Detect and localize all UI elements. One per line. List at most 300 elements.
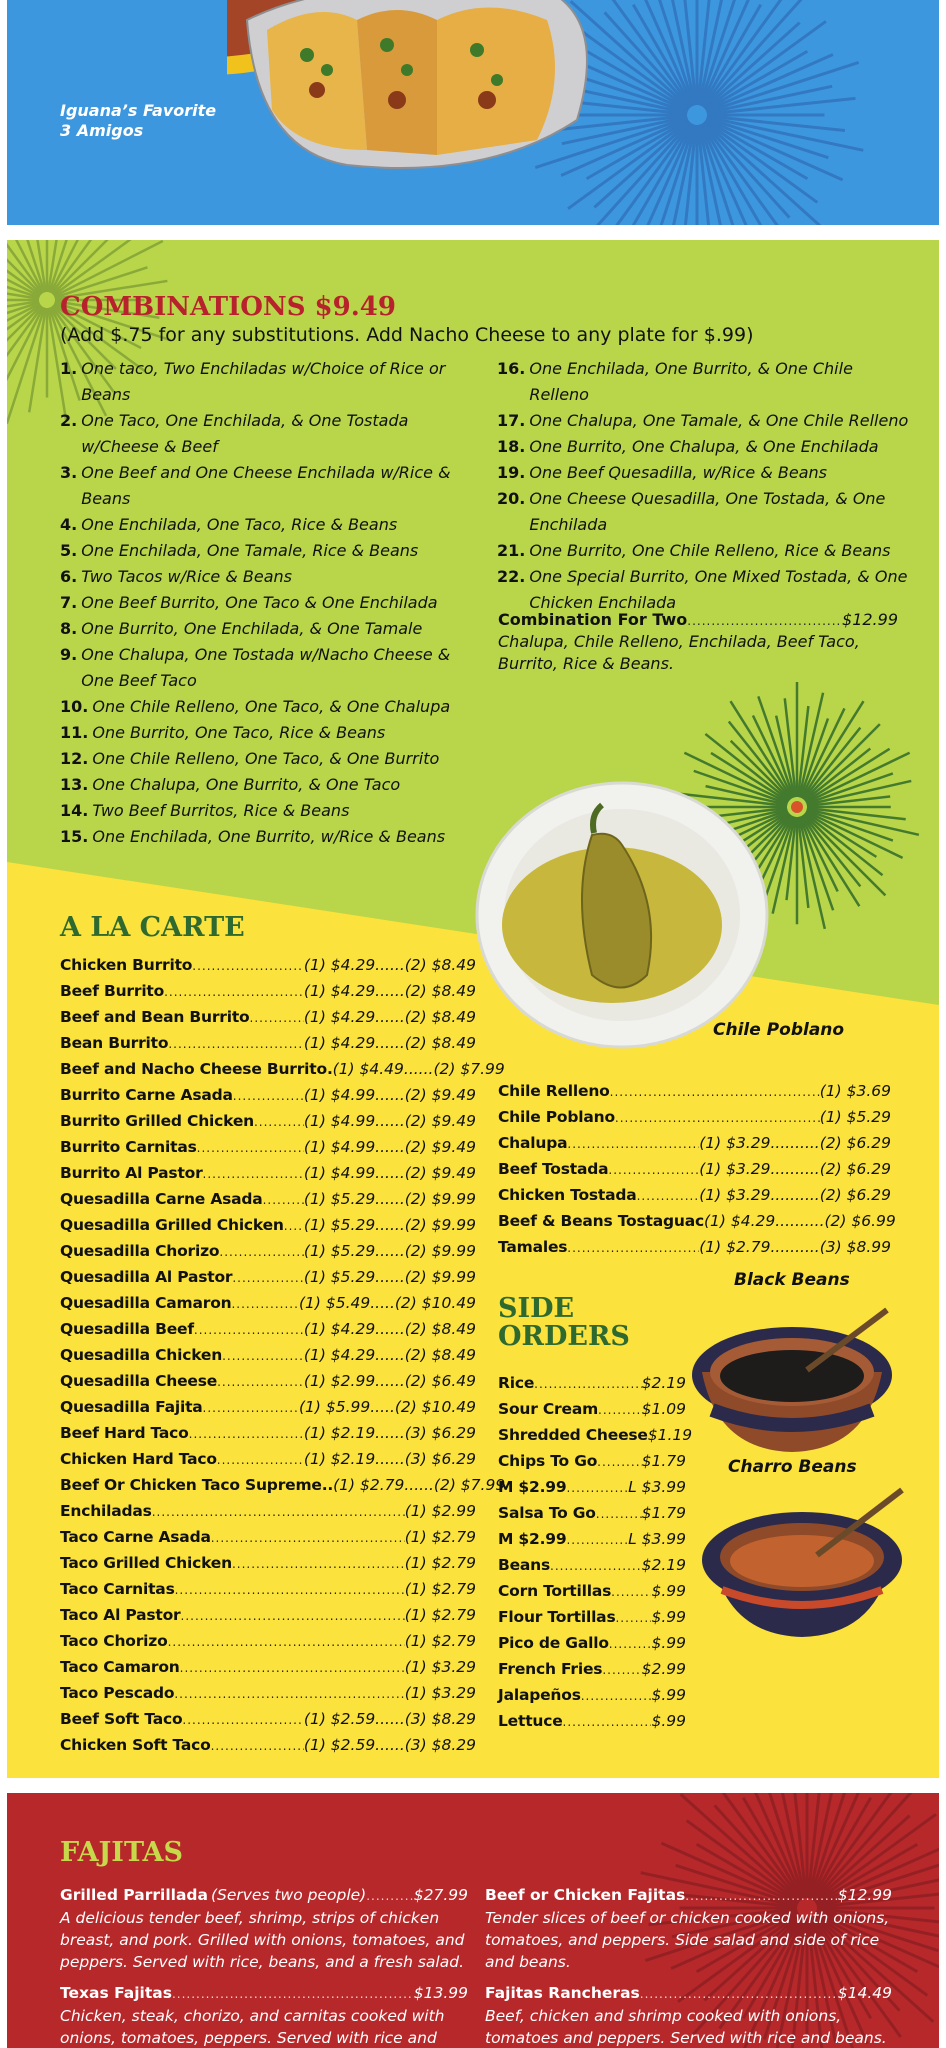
side-order-item bbox=[498, 1370, 686, 1396]
item-price: (1) $2.79 bbox=[404, 1632, 476, 1650]
combination-number: 19. bbox=[497, 463, 526, 482]
fajita-description: A delicious tender beef, shrimp, strips of chicken breast, and pork. Grilled with onions, tomatoes, and peppers. Served with rice, beans, and a fresh salad. bbox=[60, 1909, 465, 1971]
combination-item bbox=[60, 356, 455, 408]
dot-leader bbox=[610, 1079, 820, 1105]
combination-number: 21. bbox=[497, 541, 526, 560]
combination-item bbox=[60, 642, 455, 694]
a-la-carte-item bbox=[60, 1290, 476, 1316]
combinations-list-right bbox=[497, 356, 917, 616]
a-la-carte-item bbox=[60, 1082, 476, 1108]
combination-description: One Enchilada, One Burrito, & One Chile Relleno bbox=[529, 359, 853, 404]
a-la-carte-item bbox=[60, 1654, 476, 1680]
side-orders-list bbox=[498, 1370, 693, 1734]
dot-leader bbox=[174, 1681, 404, 1707]
item-price: (1) $2.59......(3) $8.29 bbox=[303, 1710, 476, 1728]
item-name: Taco Chorizo bbox=[60, 1632, 168, 1650]
item-name: Bean Burrito bbox=[60, 1034, 169, 1052]
combinations-title: COMBINATIONS $9.49 bbox=[60, 292, 396, 322]
combination-number: 22. bbox=[497, 567, 526, 586]
item-name: Beef Tostada bbox=[498, 1160, 609, 1178]
combination-number: 6. bbox=[60, 567, 78, 586]
combination-item bbox=[60, 616, 455, 642]
hero-caption-line2: 3 Amigos bbox=[60, 121, 144, 140]
fajita-description: Tender slices of beef or chicken cooked with onions, tomatoes, and peppers. Side salad and side of rice and beans. bbox=[485, 1909, 890, 1971]
a-la-carte-item bbox=[60, 1134, 476, 1160]
dot-leader bbox=[222, 1343, 304, 1369]
a-la-carte-item bbox=[60, 1420, 476, 1446]
combination-number: 7. bbox=[60, 593, 78, 612]
combination-for-two-price: $12.99 bbox=[842, 610, 898, 629]
dot-leader bbox=[231, 1291, 299, 1317]
a-la-carte-item bbox=[60, 1394, 476, 1420]
combination-description: Two Tacos w/Rice & Beans bbox=[81, 567, 292, 586]
dot-leader bbox=[180, 1655, 405, 1681]
combinations-list-left bbox=[60, 356, 455, 850]
dot-leader bbox=[232, 1265, 304, 1291]
combination-description: One Burrito, One Chile Relleno, Rice & Beans bbox=[529, 541, 891, 560]
item-price: (1) $4.99......(2) $9.49 bbox=[303, 1112, 476, 1130]
fajita-name: Texas Fajitas bbox=[60, 1984, 172, 2002]
side-order-item bbox=[498, 1526, 686, 1552]
item-name: Quesadilla Carne Asada bbox=[60, 1190, 263, 1208]
combination-description: One Chile Relleno, One Taco, & One Chalupa bbox=[92, 697, 451, 716]
item-price: (1) $2.59......(3) $8.29 bbox=[303, 1736, 476, 1754]
dot-leader bbox=[203, 1395, 299, 1421]
item-name: Beef and Bean Burrito bbox=[60, 1008, 250, 1026]
item-price: (1) $2.79 bbox=[404, 1554, 476, 1572]
item-price: (1) $3.29..........(2) $6.29 bbox=[699, 1160, 891, 1178]
dot-leader bbox=[172, 1982, 414, 2006]
a-la-carte-item bbox=[498, 1234, 891, 1260]
combination-number: 5. bbox=[60, 541, 78, 560]
fajita-price: $12.99 bbox=[837, 1886, 892, 1904]
fajitas-left-column bbox=[60, 1883, 468, 2048]
a-la-carte-item bbox=[498, 1156, 891, 1182]
item-name: Chile Relleno bbox=[498, 1082, 610, 1100]
combination-description: One Burrito, One Chalupa, & One Enchilada bbox=[529, 437, 879, 456]
item-price: (1) $2.19......(3) $6.29 bbox=[303, 1424, 476, 1442]
a-la-carte-item bbox=[60, 952, 476, 978]
item-name: Taco Grilled Chicken bbox=[60, 1554, 232, 1572]
dot-leader bbox=[685, 1884, 837, 1908]
item-name: French Fries bbox=[498, 1660, 603, 1678]
side-order-item bbox=[498, 1682, 686, 1708]
item-price: L $3.99 bbox=[628, 1530, 686, 1548]
item-price: $.99 bbox=[651, 1712, 686, 1730]
dot-leader bbox=[152, 1499, 405, 1525]
item-name: Beef Or Chicken Taco Supreme.. bbox=[60, 1476, 334, 1494]
a-la-carte-item bbox=[60, 1186, 476, 1212]
hero-caption bbox=[60, 101, 216, 141]
dot-leader bbox=[366, 1884, 414, 1908]
item-price: (1) $2.79..........(3) $8.99 bbox=[699, 1238, 891, 1256]
dot-leader bbox=[563, 1709, 652, 1735]
item-price: (1) $2.79 bbox=[404, 1580, 476, 1598]
combination-number: 11. bbox=[60, 723, 89, 742]
dot-leader bbox=[164, 979, 304, 1005]
item-name: Beans bbox=[498, 1556, 551, 1574]
combination-description: One Burrito, One Enchilada, & One Tamale bbox=[81, 619, 423, 638]
combination-item bbox=[60, 824, 455, 850]
a-la-carte-item bbox=[60, 1368, 476, 1394]
item-price: (1) $2.79......(2) $7.99 bbox=[333, 1476, 506, 1494]
item-price: (1) $4.99......(2) $9.49 bbox=[303, 1086, 476, 1104]
combination-description: One Burrito, One Taco, Rice & Beans bbox=[92, 723, 386, 742]
side-order-item bbox=[498, 1552, 686, 1578]
combination-number: 15. bbox=[60, 827, 89, 846]
a-la-carte-item bbox=[60, 1732, 476, 1758]
dot-leader bbox=[233, 1083, 304, 1109]
dot-leader bbox=[232, 1551, 405, 1577]
charro-beans-bowl-photo bbox=[697, 1485, 927, 1645]
combination-for-two bbox=[498, 610, 898, 675]
dot-leader bbox=[596, 1501, 642, 1527]
item-price: (1) $4.29......(2) $8.49 bbox=[303, 1008, 476, 1026]
item-price: $1.79 bbox=[641, 1504, 686, 1522]
dot-leader bbox=[263, 1187, 304, 1213]
dot-leader bbox=[197, 1135, 304, 1161]
combination-description: One Chalupa, One Burrito, & One Taco bbox=[92, 775, 401, 794]
item-price: (1) $5.29......(2) $9.99 bbox=[303, 1216, 476, 1234]
combination-description: One Special Burrito, One Mixed Tostada, & One Chicken Enchilada bbox=[529, 567, 908, 612]
a-la-carte-item bbox=[498, 1208, 896, 1234]
item-name: Burrito Al Pastor bbox=[60, 1164, 203, 1182]
dot-leader bbox=[567, 1131, 699, 1157]
dot-leader bbox=[192, 953, 304, 979]
item-price: (1) $5.29......(2) $9.99 bbox=[303, 1242, 476, 1260]
item-price: (1) $4.49......(2) $7.99 bbox=[332, 1060, 505, 1078]
a-la-carte-item bbox=[60, 1108, 476, 1134]
item-name: Beef and Nacho Cheese Burrito. bbox=[60, 1060, 333, 1078]
a-la-carte-item bbox=[60, 1498, 476, 1524]
dot-leader bbox=[175, 1577, 405, 1603]
item-name: Quesadilla Chicken bbox=[60, 1346, 223, 1364]
item-price: $1.79 bbox=[641, 1452, 686, 1470]
item-name: Quesadilla Grilled Chicken bbox=[60, 1216, 284, 1234]
item-price: $2.19 bbox=[641, 1556, 686, 1574]
fajita-description: Beef, chicken and shrimp cooked with onions, tomatoes and peppers. Served with rice and beans. bbox=[485, 2007, 887, 2047]
combination-description: One Beef Burrito, One Taco & One Enchilada bbox=[81, 593, 438, 612]
item-name: Beef & Beans Tostaguac bbox=[498, 1212, 704, 1230]
item-name: Quesadilla Camaron bbox=[60, 1294, 232, 1312]
item-price: (1) $3.29..........(2) $6.29 bbox=[699, 1134, 891, 1152]
a-la-carte-item bbox=[498, 1104, 891, 1130]
dot-leader bbox=[217, 1447, 304, 1473]
fajita-name: Fajitas Rancheras bbox=[485, 1984, 640, 2002]
item-price: (1) $3.29 bbox=[404, 1658, 476, 1676]
fajita-item-row bbox=[485, 1883, 892, 1907]
dot-leader bbox=[687, 614, 842, 628]
side-order-item bbox=[498, 1708, 686, 1734]
a-la-carte-item bbox=[60, 1602, 476, 1628]
a-la-carte-item bbox=[60, 1004, 476, 1030]
combination-item bbox=[497, 356, 917, 408]
a-la-carte-item bbox=[60, 1680, 476, 1706]
combination-item bbox=[60, 694, 455, 720]
item-name: Tamales bbox=[498, 1238, 568, 1256]
a-la-carte-item bbox=[60, 1056, 505, 1082]
item-price: (1) $5.29......(2) $9.99 bbox=[303, 1268, 476, 1286]
item-name: Quesadilla Fajita bbox=[60, 1398, 203, 1416]
dot-leader bbox=[284, 1213, 304, 1239]
a-la-carte-item bbox=[60, 1576, 476, 1602]
item-price: (1) $5.29......(2) $9.99 bbox=[303, 1190, 476, 1208]
item-name: Chicken Hard Taco bbox=[60, 1450, 217, 1468]
item-price: (1) $4.29......(2) $8.49 bbox=[303, 1034, 476, 1052]
item-name: Quesadilla Chorizo bbox=[60, 1242, 220, 1260]
item-price: (1) $5.99.....(2) $10.49 bbox=[298, 1398, 476, 1416]
item-price: $2.99 bbox=[641, 1660, 686, 1678]
item-name: Taco Camaron bbox=[60, 1658, 180, 1676]
combination-number: 8. bbox=[60, 619, 78, 638]
combination-description: One taco, Two Enchiladas w/Choice of Rice or Beans bbox=[81, 359, 446, 404]
dot-leader bbox=[182, 1707, 304, 1733]
dot-leader bbox=[581, 1683, 652, 1709]
fajita-price: $27.99 bbox=[413, 1886, 468, 1904]
item-name: Shredded Cheese bbox=[498, 1426, 648, 1444]
dot-leader bbox=[194, 1317, 304, 1343]
dot-leader bbox=[615, 1605, 651, 1631]
combination-item bbox=[60, 538, 455, 564]
a-la-carte-item bbox=[60, 1264, 476, 1290]
item-price: $.99 bbox=[651, 1686, 686, 1704]
combination-description: One Cheese Quesadilla, One Tostada, & One Enchilada bbox=[529, 489, 886, 534]
combination-item bbox=[60, 746, 455, 772]
item-price: (1) $4.99......(2) $9.49 bbox=[303, 1164, 476, 1182]
dot-leader bbox=[609, 1631, 652, 1657]
combination-description: One Enchilada, One Taco, Rice & Beans bbox=[81, 515, 398, 534]
item-name: Burrito Carne Asada bbox=[60, 1086, 233, 1104]
combination-description: One Chile Relleno, One Taco, & One Burrito bbox=[92, 749, 440, 768]
item-price: (1) $5.49.....(2) $10.49 bbox=[298, 1294, 476, 1312]
combination-item bbox=[60, 460, 455, 512]
a-la-carte-item bbox=[60, 1316, 476, 1342]
combination-number: 4. bbox=[60, 515, 78, 534]
side-order-item bbox=[498, 1448, 686, 1474]
combination-item bbox=[60, 512, 455, 538]
menu-panel bbox=[7, 240, 939, 1778]
charro-beans-caption: Charro Beans bbox=[728, 1457, 857, 1477]
item-price: (1) $2.19......(3) $6.29 bbox=[303, 1450, 476, 1468]
a-la-carte-item bbox=[60, 1160, 476, 1186]
dot-leader bbox=[168, 1629, 405, 1655]
combination-item bbox=[60, 408, 455, 460]
item-price: (1) $4.29......(2) $8.49 bbox=[303, 1346, 476, 1364]
fajitas-title: FAJITAS bbox=[60, 1837, 184, 1868]
item-name: Sour Cream bbox=[498, 1400, 599, 1418]
dot-leader bbox=[217, 1369, 304, 1395]
item-price: (1) $4.29......(2) $8.49 bbox=[303, 982, 476, 1000]
dot-leader bbox=[602, 1657, 641, 1683]
item-name: Quesadilla Beef bbox=[60, 1320, 194, 1338]
item-price: $.99 bbox=[651, 1634, 686, 1652]
item-price: (1) $4.29..........(2) $6.99 bbox=[703, 1212, 896, 1230]
a-la-carte-item bbox=[60, 1550, 476, 1576]
side-order-item bbox=[498, 1500, 686, 1526]
item-name: Beef Soft Taco bbox=[60, 1710, 183, 1728]
combination-number: 10. bbox=[60, 697, 89, 716]
a-la-carte-item bbox=[60, 1524, 476, 1550]
combination-for-two-name: Combination For Two bbox=[498, 610, 688, 629]
item-name: Chile Poblano bbox=[498, 1108, 615, 1126]
a-la-carte-item bbox=[60, 1472, 506, 1498]
chile-poblano-caption: Chile Poblano bbox=[713, 1020, 845, 1040]
side-order-item bbox=[498, 1630, 686, 1656]
dot-leader bbox=[640, 1982, 838, 2006]
combination-number: 2. bbox=[60, 411, 78, 430]
item-name: M $2.99 bbox=[498, 1530, 567, 1548]
item-name: Burrito Carnitas bbox=[60, 1138, 197, 1156]
dot-leader bbox=[250, 1005, 304, 1031]
item-name: Chips To Go bbox=[498, 1452, 598, 1470]
combination-number: 1. bbox=[60, 359, 78, 378]
item-name: Taco Pescado bbox=[60, 1684, 175, 1702]
side-order-item bbox=[498, 1474, 686, 1500]
item-name: Chicken Burrito bbox=[60, 956, 193, 974]
combination-description: One Chalupa, One Tamale, & One Chile Relleno bbox=[529, 411, 909, 430]
dot-leader bbox=[615, 1105, 820, 1131]
combination-description: One Enchilada, One Tamale, Rice & Beans bbox=[81, 541, 419, 560]
dot-leader bbox=[181, 1603, 405, 1629]
dot-leader bbox=[608, 1157, 699, 1183]
fajita-price: $13.99 bbox=[413, 1984, 468, 2002]
item-price: (1) $2.99 bbox=[404, 1502, 476, 1520]
item-price: (1) $4.99......(2) $9.49 bbox=[303, 1138, 476, 1156]
side-orders-title bbox=[498, 1295, 630, 1351]
combination-item bbox=[497, 408, 917, 434]
dot-leader bbox=[534, 1371, 641, 1397]
item-name: Lettuce bbox=[498, 1712, 563, 1730]
a-la-carte-item bbox=[60, 1030, 476, 1056]
combination-item bbox=[60, 772, 455, 798]
dot-leader bbox=[219, 1239, 304, 1265]
fajita-description: Chicken, steak, chorizo, and carnitas cooked with onions, tomatoes, peppers. Served with rice and bbox=[60, 2007, 445, 2047]
combination-number: 14. bbox=[60, 801, 89, 820]
combination-number: 18. bbox=[497, 437, 526, 456]
fajita-price: $14.49 bbox=[837, 1984, 892, 2002]
combination-number: 9. bbox=[60, 645, 78, 664]
combination-item bbox=[497, 486, 917, 538]
fajita-name: Beef or Chicken Fajitas bbox=[485, 1886, 686, 1904]
item-name: Taco Carnitas bbox=[60, 1580, 175, 1598]
combination-item bbox=[497, 434, 917, 460]
fajita-item-row bbox=[60, 1981, 468, 2005]
combination-number: 20. bbox=[497, 489, 526, 508]
dot-leader bbox=[211, 1733, 304, 1759]
item-name: Beef Hard Taco bbox=[60, 1424, 189, 1442]
side-order-item bbox=[498, 1422, 693, 1448]
item-name: Beef Burrito bbox=[60, 982, 165, 1000]
side-order-item bbox=[498, 1604, 686, 1630]
dot-leader bbox=[566, 1527, 628, 1553]
item-name: Chalupa bbox=[498, 1134, 568, 1152]
side-order-item bbox=[498, 1656, 686, 1682]
item-name: Corn Tortillas bbox=[498, 1582, 612, 1600]
item-name: Enchiladas bbox=[60, 1502, 152, 1520]
item-price: (1) $4.29......(2) $8.49 bbox=[303, 956, 476, 974]
combination-description: One Beef Quesadilla, w/Rice & Beans bbox=[529, 463, 828, 482]
combination-description: Two Beef Burritos, Rice & Beans bbox=[92, 801, 350, 820]
item-name: Taco Al Pastor bbox=[60, 1606, 181, 1624]
fajita-item-row bbox=[60, 1883, 468, 1907]
combination-description: One Chalupa, One Tostada w/Nacho Cheese & One Beef Taco bbox=[81, 645, 451, 690]
dot-leader bbox=[550, 1553, 642, 1579]
dot-leader bbox=[597, 1449, 641, 1475]
item-price: $2.19 bbox=[641, 1374, 686, 1392]
combination-description: One Enchilada, One Burrito, w/Rice & Beans bbox=[92, 827, 446, 846]
a-la-carte-item bbox=[60, 1706, 476, 1732]
side-orders-title-line1: SIDE bbox=[498, 1293, 575, 1324]
fajitas-right-column bbox=[485, 1883, 892, 2048]
a-la-carte-list bbox=[60, 952, 506, 1758]
combination-number: 3. bbox=[60, 463, 78, 482]
dot-leader bbox=[566, 1475, 628, 1501]
item-name: Quesadilla Cheese bbox=[60, 1372, 218, 1390]
combination-number: 17. bbox=[497, 411, 526, 430]
a-la-carte-item bbox=[498, 1130, 891, 1156]
dot-leader bbox=[567, 1235, 699, 1261]
item-name: Chicken Soft Taco bbox=[60, 1736, 211, 1754]
item-name: Taco Carne Asada bbox=[60, 1528, 211, 1546]
fajita-name: Grilled Parrillada bbox=[60, 1886, 208, 1904]
dot-leader bbox=[168, 1031, 304, 1057]
fajitas-panel bbox=[7, 1793, 939, 2048]
fajita-item-row bbox=[485, 1981, 892, 2005]
item-name: Pico de Gallo bbox=[498, 1634, 609, 1652]
item-name: Flour Tortillas bbox=[498, 1608, 616, 1626]
item-price: (1) $2.79 bbox=[404, 1606, 476, 1624]
side-order-item bbox=[498, 1396, 686, 1422]
combination-item bbox=[60, 564, 455, 590]
side-orders-title-line2: ORDERS bbox=[498, 1321, 630, 1352]
taco-plate-photo bbox=[227, 0, 627, 200]
item-name: Chicken Tostada bbox=[498, 1186, 637, 1204]
combination-item bbox=[497, 460, 917, 486]
dot-leader bbox=[611, 1579, 651, 1605]
a-la-carte-item bbox=[60, 978, 476, 1004]
chile-poblano-photo bbox=[472, 775, 772, 1055]
item-name: Burrito Grilled Chicken bbox=[60, 1112, 254, 1130]
dot-leader bbox=[598, 1397, 642, 1423]
dot-leader bbox=[254, 1109, 304, 1135]
a-la-carte-item bbox=[498, 1078, 891, 1104]
combination-number: 12. bbox=[60, 749, 89, 768]
a-la-carte-item bbox=[498, 1182, 891, 1208]
a-la-carte-item bbox=[60, 1342, 476, 1368]
fajita-note: (Serves two people) bbox=[210, 1886, 367, 1904]
item-price: (1) $2.79 bbox=[404, 1528, 476, 1546]
item-price: $1.09 bbox=[641, 1400, 686, 1418]
black-beans-bowl-photo bbox=[687, 1300, 917, 1460]
item-price: (1) $2.99......(2) $6.49 bbox=[303, 1372, 476, 1390]
item-name: Quesadilla Al Pastor bbox=[60, 1268, 233, 1286]
combination-item bbox=[60, 798, 455, 824]
dot-leader bbox=[637, 1183, 700, 1209]
item-name: Jalapeños bbox=[498, 1686, 581, 1704]
dot-leader bbox=[211, 1525, 405, 1551]
dot-leader bbox=[203, 1161, 304, 1187]
item-name: Rice bbox=[498, 1374, 535, 1392]
item-price: (1) $3.29 bbox=[404, 1684, 476, 1702]
combination-number: 16. bbox=[497, 359, 526, 378]
item-name: M $2.99 bbox=[498, 1478, 567, 1496]
combination-description: One Taco, One Enchilada, & One Tostada w/Cheese & Beef bbox=[81, 411, 409, 456]
combination-number: 13. bbox=[60, 775, 89, 794]
combinations-subtitle: (Add $.75 for any substitutions. Add Nacho Cheese to any plate for $.99) bbox=[60, 324, 754, 346]
item-price: L $3.99 bbox=[628, 1478, 686, 1496]
item-price: $.99 bbox=[651, 1582, 686, 1600]
item-price: (1) $5.29 bbox=[819, 1108, 891, 1126]
